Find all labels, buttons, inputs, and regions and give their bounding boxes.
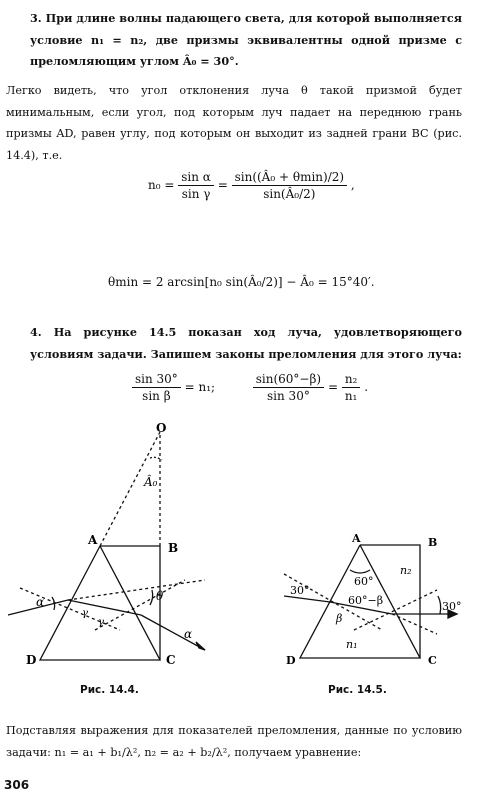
- fig2-label-n2: n₂: [400, 564, 412, 577]
- eq3-f3-den: n₁: [344, 389, 358, 403]
- fig2-label-A: A: [352, 532, 361, 545]
- fig1-label-A: A: [88, 533, 98, 547]
- paragraph-substitution: Подставляя выражения для показателей преломления, данные по условию задачи: n₁ = a₁ + b₁/λ², n₂ = a₂ + b₂/λ², получаем уравнение:: [6, 724, 462, 759]
- eq1-f1-den: sin γ: [181, 187, 211, 201]
- fig1-label-O: O: [156, 421, 167, 435]
- fig1-label-A0: Â₀: [144, 475, 158, 489]
- fig2-label-out-30: 30°: [442, 600, 462, 613]
- fig1-label-B: B: [168, 541, 179, 555]
- fig1-ray-out: [141, 615, 205, 650]
- equation-n0: [148, 170, 355, 201]
- fig2-arc-out: [438, 596, 441, 614]
- fig2-label-in-30: 30°: [290, 584, 310, 597]
- fig1-label-alpha-in: α: [36, 595, 45, 609]
- fig1-label-gamma-1: γ: [82, 608, 88, 619]
- eq1-f1-num: sin α: [178, 170, 214, 186]
- fig2-label-60-beta: 60°−β: [348, 594, 384, 607]
- eq3-f1-num: sin 30°: [132, 372, 181, 388]
- eq1-comma: ,: [350, 178, 355, 192]
- page-number: 306: [4, 778, 30, 792]
- fig2-label-D: D: [286, 654, 296, 667]
- paragraph-explanation: Легко видеть, что угол отклонения луча θ такой призмой будет минимальным, если угол, под которым луч падает на переднюю грань призмы AD, равен углу, под которым он выходит из задней грани BC (рис. 14.4), т.е.: [6, 84, 462, 162]
- fig2-arc-60: [350, 570, 370, 573]
- fig2-label-C: C: [428, 654, 437, 667]
- eq3-f1-den: sin β: [142, 389, 171, 403]
- figure-14-5-caption: Рис. 14.5.: [328, 684, 387, 696]
- fig1-label-gamma-2: γ: [98, 617, 104, 628]
- eq3-fraction-1: [132, 372, 181, 403]
- eq1-f2-num: sin((Â₀ + θmin)/2): [232, 170, 347, 186]
- fig1-label-C: C: [166, 653, 176, 667]
- figure-14-4: [0, 420, 260, 680]
- fig2-label-beta: β: [336, 612, 343, 625]
- fig1-label-D: D: [26, 653, 37, 667]
- eq3-fraction-2: [253, 372, 324, 403]
- eq1-f2-den: sin(Â₀/2): [263, 187, 316, 201]
- fig2-label-n1: n₁: [346, 638, 358, 651]
- fig1-dash-left: [100, 432, 160, 546]
- eq3-f2-den: sin 30°: [267, 389, 310, 403]
- fig2-label-60: 60°: [354, 575, 374, 588]
- eq3-r1: = n₁;: [184, 380, 216, 394]
- eq3-end: .: [364, 380, 369, 394]
- fig1-arrowhead: [196, 642, 205, 650]
- equation-theta-min: θmin = 2 arcsin[n₀ sin(Â₀/2)] − Â₀ = 15°40′.: [108, 275, 375, 289]
- eq1-fraction-1: [178, 170, 214, 201]
- eq1-lhs: n₀ =: [148, 178, 179, 192]
- paragraph-problem-3: 3. При длине волны падающего света, для которой выполняется условие n₁ = n₂, две призмы эквивалентны одной призме с преломляющим углом Â₀ = 30°.: [30, 11, 462, 68]
- eq3-fraction-3: [342, 372, 361, 403]
- eq3-eq: =: [327, 380, 342, 394]
- fig2-dash-3: [392, 614, 437, 634]
- fig1-label-theta: θ: [156, 589, 164, 603]
- fig1-label-alpha-out: α: [184, 627, 193, 641]
- fig2-label-B: B: [428, 536, 438, 549]
- paragraph-problem-4: 4. На рисунке 14.5 показан ход луча, удовлетворяющего условиям задачи. Запишем законы преломления для этого луча:: [30, 325, 462, 361]
- figure-14-4-caption: Рис. 14.4.: [80, 684, 139, 696]
- eq3-f3-num: n₂: [342, 372, 361, 388]
- equation-refraction-laws: [132, 372, 368, 403]
- fig1-arc-theta: [150, 590, 153, 605]
- eq1-fraction-2: [232, 170, 347, 201]
- figure-14-5: [262, 530, 472, 680]
- eq3-f2-num: sin(60°−β): [253, 372, 324, 388]
- fig1-ray-extension: [68, 580, 205, 600]
- eq1-equals: =: [217, 178, 232, 192]
